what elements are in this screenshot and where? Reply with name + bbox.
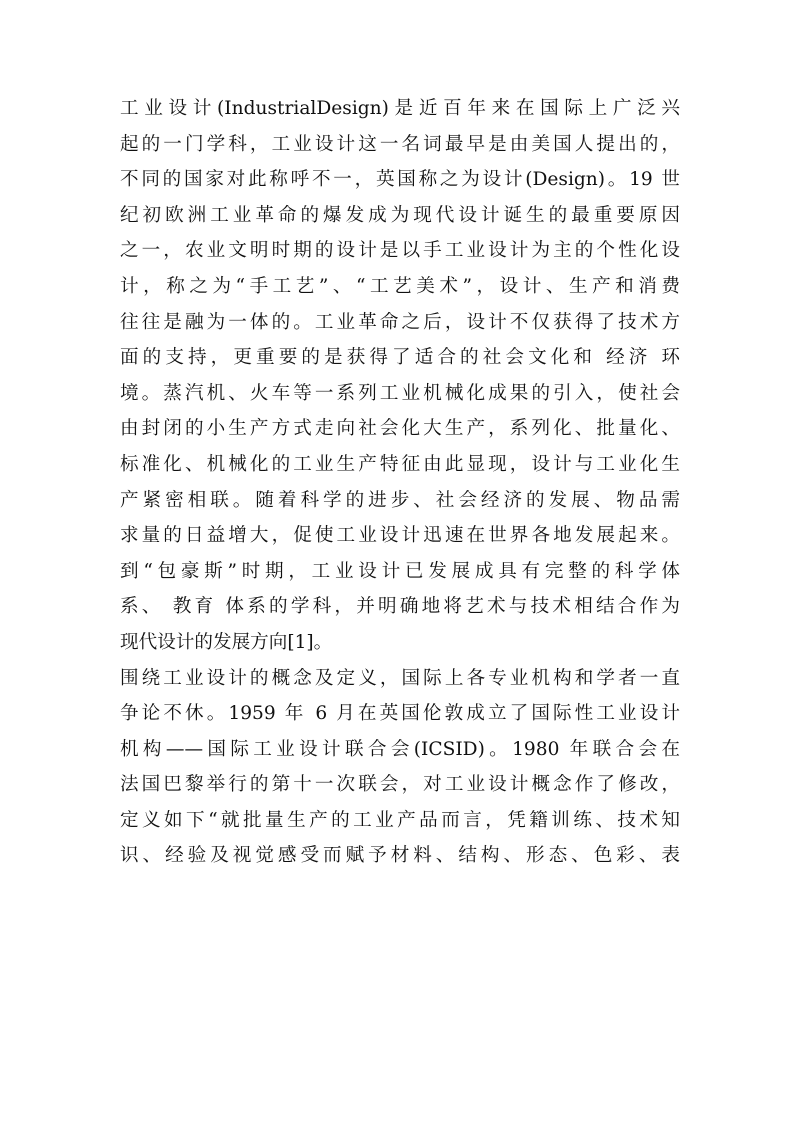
text-line: 法国巴黎举行的第十一次联会，对工业设计概念作了修改， <box>120 774 680 796</box>
text-line: 往往是融为一体的。工业革命之后，设计不仅获得了技术方 <box>120 311 680 333</box>
text-line: 现代设计的发展方向[1]。 <box>120 631 333 653</box>
text-line: 围绕工业设计的概念及定义，国际上各专业机构和学者一直 <box>120 667 680 689</box>
text-line: 机构——国际工业设计联合会(ICSID)。1980 年联合会在 <box>120 738 680 760</box>
text-line: 识、经验及视觉感受而赋予材料、结构、形态、色彩、表 <box>120 845 680 867</box>
text-line: 不同的国家对此称呼不一，英国称之为设计(Design)。19 世 <box>120 169 680 191</box>
text-line: 面的支持，更重要的是获得了适合的社会文化和 经济 环 <box>120 347 680 369</box>
text-line: 由封闭的小生产方式走向社会化大生产，系列化、批量化、 <box>120 418 680 440</box>
text-line: 工业设计(IndustrialDesign)是近百年来在国际上广泛兴 <box>120 98 680 119</box>
text-line: 产紧密相联。随着科学的进步、社会经济的发展、物品需 <box>120 489 680 511</box>
text-line: 到“包豪斯”时期，工业设计已发展成具有完整的科学体 <box>120 560 680 582</box>
text-line: 之一，农业文明时期的设计是以手工业设计为主的个性化设 <box>120 240 680 262</box>
text-line: 计，称之为“手工艺”、“工艺美术”，设计、生产和消费 <box>120 275 680 297</box>
text-line: 争论不休。1959 年 6 月在英国伦敦成立了国际性工业设计 <box>120 703 680 725</box>
text-line: 起的一门学科，工业设计这一名词最早是由美国人提出的， <box>120 133 680 155</box>
text-line: 求量的日益增大，促使工业设计迅速在世界各地发展起来。 <box>120 525 680 547</box>
text-line: 系、 教育 体系的学科，并明确地将艺术与技术相结合作为 <box>120 596 680 618</box>
text-line: 标准化、机械化的工业生产特征由此显现，设计与工业化生 <box>120 453 680 475</box>
text-line: 境。蒸汽机、火车等一系列工业机械化成果的引入，使社会 <box>120 382 680 404</box>
text-line: 定义如下“就批量生产的工业产品而言，凭籍训练、技术知 <box>120 809 680 831</box>
text-line: 纪初欧洲工业革命的爆发成为现代设计诞生的最重要原因 <box>120 204 680 226</box>
body-text <box>120 91 680 874</box>
